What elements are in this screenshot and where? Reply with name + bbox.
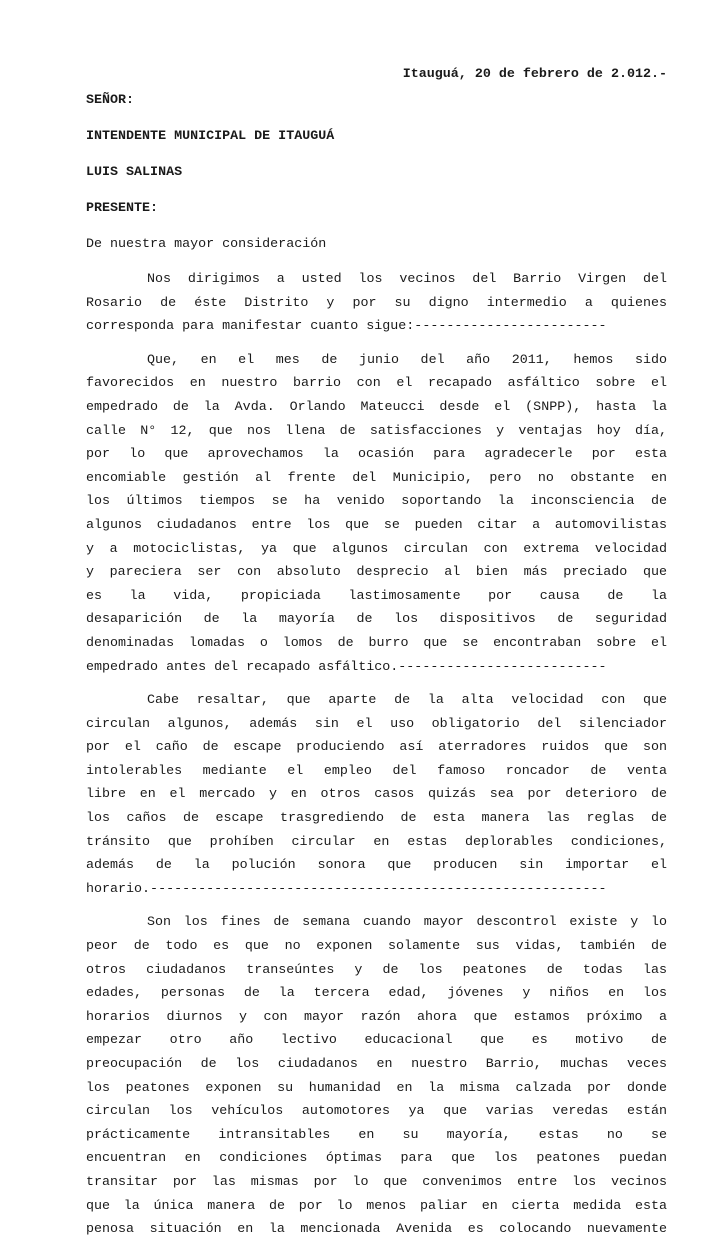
date-line: Itauguá, 20 de febrero de 2.012.- [402,67,667,82]
paragraph-line [86,878,667,902]
line-text: los últimos tiempos se ha venido soportando la inconsciencia de [86,494,667,510]
line-text: encuentran en condiciones óptimas para que los peatones puedan [86,1151,667,1167]
line-text: Que, en el mes de junio del año 2011, hemos sido [147,352,667,368]
line-text: prácticamente intransitables en su mayoría, estas no se [86,1127,667,1143]
paragraph-line [86,959,667,983]
paragraph-line [86,736,667,760]
paragraph-line [86,982,667,1006]
paragraph-line [86,632,667,656]
recipient-title: INTENDENTE MUNICIPAL DE ITAUGUÁ [86,129,335,144]
line-text: desaparición de la mayoría de los dispositivos de seguridad [86,612,667,628]
body-paragraph [86,689,667,901]
paragraph-line [86,490,667,514]
recipient-name: LUIS SALINAS [86,165,183,180]
line-text: Cabe resaltar, que aparte de la alta velocidad con que [147,693,667,709]
line-text: intolerables mediante el empleo del famoso roncador de venta [86,763,667,779]
line-text: horarios diurnos y con mayor razón ahora que estamos próximo a [86,1009,667,1025]
line-text: por lo que aprovechamos la ocasión para agradecerle por esta [86,447,667,463]
line-text: encomiable gestión al frente del Municipio, pero no obstante en [86,470,667,486]
line-text: empedrado antes del recapado asfáltico.-------------------------- [86,659,607,675]
paragraph-line [86,443,667,467]
presente-label: PRESENTE: [86,201,159,216]
paragraph-line [86,1171,667,1195]
paragraph-line [86,1077,667,1101]
line-text: circulan algunos, además sin el uso obligatorio del silenciador [86,716,667,732]
paragraph-line [86,831,667,855]
line-text: los caños de escape trasgrediendo de esta manera las reglas de [86,811,667,827]
greeting: De nuestra mayor consideración [86,237,327,252]
line-text: tránsito que prohíben circular en estas deplorables condiciones, [86,834,667,850]
body-paragraph [86,268,667,339]
paragraph-line [86,1053,667,1077]
line-text: otros ciudadanos transeúntes y de los peatones de todas las [86,962,667,978]
paragraph-line [86,760,667,784]
paragraph-line [86,608,667,632]
paragraph-line [86,1029,667,1053]
line-text: Rosario de éste Distrito y por su digno intermedio a quienes [86,295,667,311]
paragraph-line [86,1195,667,1219]
paragraph-line [86,292,667,316]
line-text: además de la polución sonora que producen sin importar el [86,858,667,874]
line-text: algunos ciudadanos entre los que se pueden citar a automovilistas [86,517,667,533]
paragraph-line [86,467,667,491]
line-text: Son los fines de semana cuando mayor descontrol existe y lo [147,915,667,931]
line-text: y a motociclistas, ya que algunos circulan con extrema velocidad [86,541,667,557]
body-paragraph [86,349,667,679]
line-text: favorecidos en nuestro barrio con el recapado asfáltico sobre el [86,376,667,392]
line-text: los peatones exponen su humanidad en la misma calzada por donde [86,1080,667,1096]
letter-body [86,268,667,1242]
paragraph-line [86,807,667,831]
line-text: penosa situación en la mencionada Avenida es colocando nuevamente [86,1222,667,1238]
line-text: libre en el mercado y en otros casos quizás sea por deterioro de [86,787,667,803]
paragraph-line [86,315,667,339]
paragraph-line [86,656,667,680]
paragraph-line [86,396,667,420]
paragraph-line [86,713,667,737]
line-text: denominadas lomadas o lomos de burro que se encontraban sobre el [86,635,667,651]
line-text: horario.--------------------------------------------------------- [86,881,607,897]
line-text: y pareciera ser con absoluto desprecio al bien más preciado que [86,565,667,581]
paragraph-line [86,783,667,807]
paragraph-line [86,911,667,935]
line-text: calle N° 12, que nos llena de satisfacciones y ventajas hoy día, [86,423,667,439]
paragraph-line [86,268,667,292]
paragraph-line [86,349,667,373]
line-text: edades, personas de la tercera edad, jóvenes y niños en los [86,986,667,1002]
salutation: SEÑOR: [86,93,135,108]
letter-page [86,62,667,1252]
paragraph-line [86,1100,667,1124]
paragraph-line [86,420,667,444]
line-text: Nos dirigimos a usted los vecinos del Barrio Virgen del [147,272,667,287]
paragraph-line [86,689,667,713]
paragraph-line [86,372,667,396]
body-paragraph [86,911,667,1241]
line-text: peor de todo es que no exponen solamente sus vidas, también de [86,939,667,955]
paragraph-line [86,854,667,878]
paragraph-line [86,514,667,538]
line-text: preocupación de los ciudadanos en nuestro Barrio, muchas veces [86,1057,667,1072]
line-text: empezar otro año lectivo educacional que es motivo de [86,1033,667,1049]
line-text: por el caño de escape produciendo así aterradores ruidos que son [86,740,667,756]
paragraph-line [86,1218,667,1242]
line-text: es la vida, propiciada lastimosamente por causa de la [86,588,667,604]
paragraph-line [86,1147,667,1171]
paragraph-line [86,1006,667,1030]
paragraph-line [86,935,667,959]
line-text: circulan los vehículos automotores ya que varias veredas están [86,1104,667,1120]
line-text: empedrado de la Avda. Orlando Mateucci desde el (SNPP), hasta la [86,399,667,415]
paragraph-line [86,538,667,562]
paragraph-line [86,561,667,585]
paragraph-line [86,585,667,609]
line-text: que la única manera de por lo menos paliar en cierta medida esta [86,1198,667,1214]
line-text: transitar por las mismas por lo que convenimos entre los vecinos [86,1174,667,1190]
line-text: corresponda para manifestar cuanto sigue:------------------------ [86,319,607,335]
